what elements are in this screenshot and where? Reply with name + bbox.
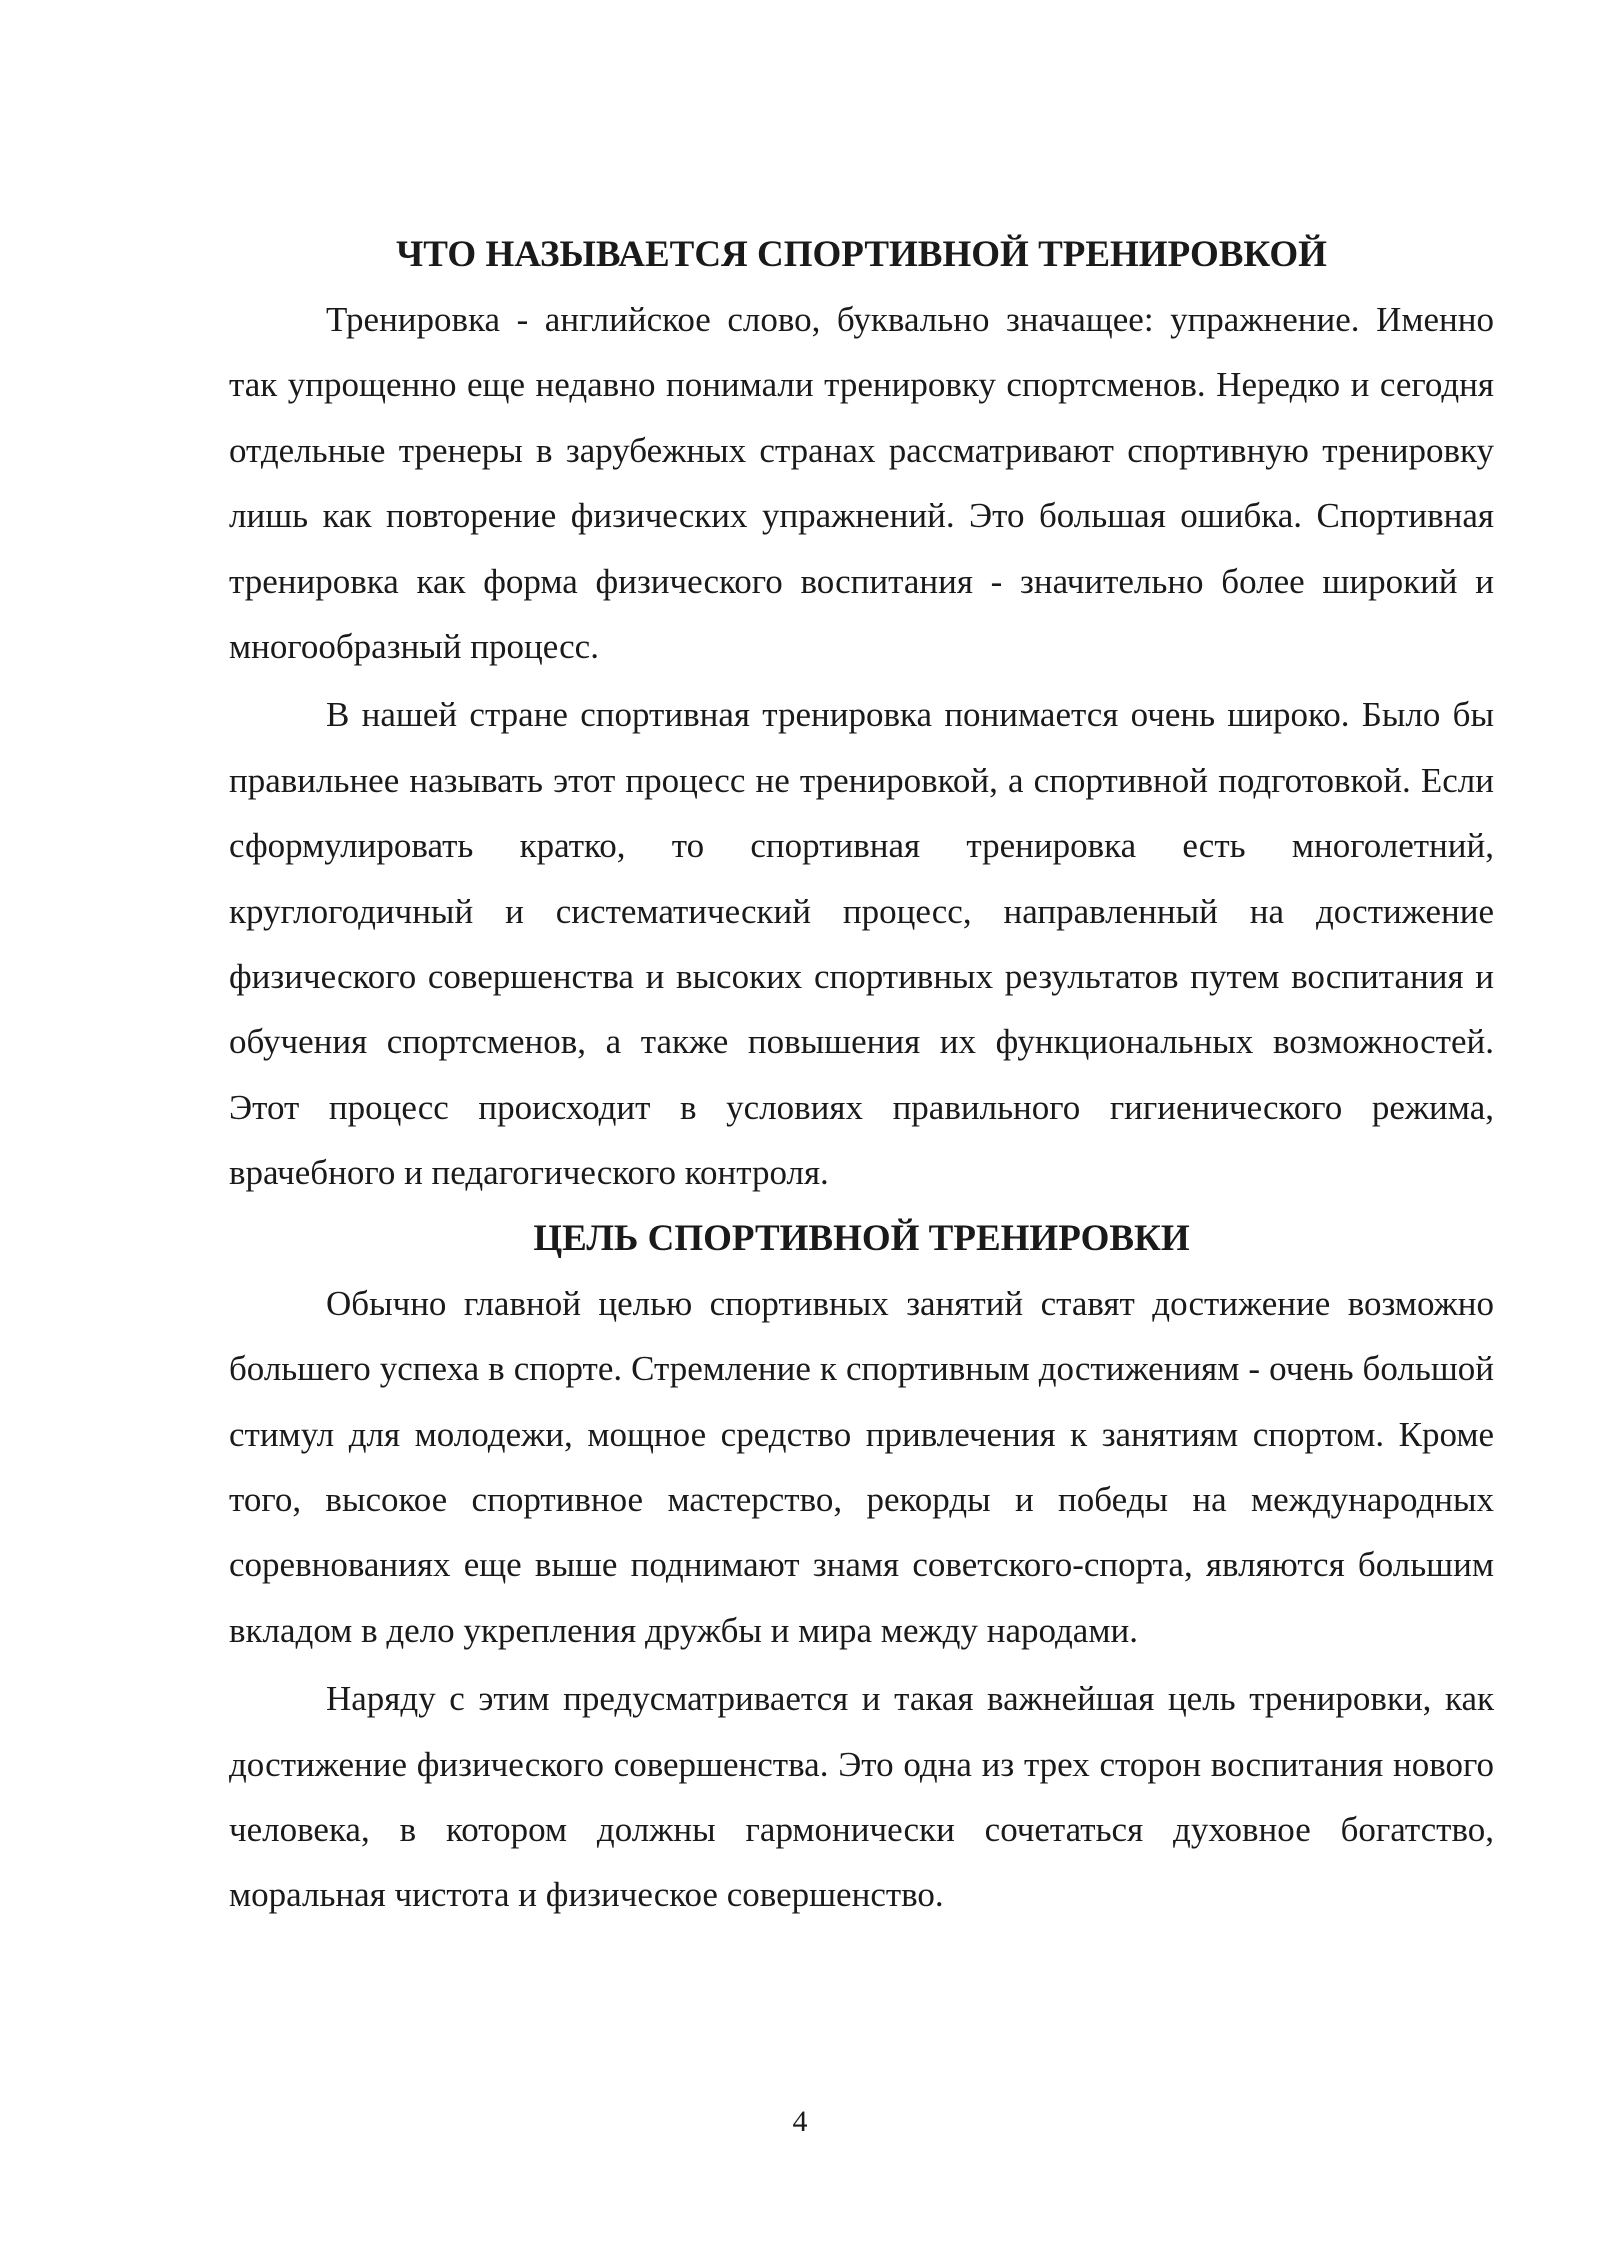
section-heading-what-is-training: ЧТО НАЗЫВАЕТСЯ СПОРТИВНОЙ ТРЕНИРОВКОЙ [396,234,1327,275]
page-number: 4 [792,2105,808,2138]
section-heading-training-goal: ЦЕЛЬ СПОРТИВНОЙ ТРЕНИРОВКИ [533,1217,1190,1259]
page-body [229,222,1494,1928]
paragraph-training-definition: Тренировка - английское слово, буквально значащее: упражнение. Именно так упрощенно еще недавно понимали тренировку спортсменов. Нередко и сегодня отдельные тренеры в зарубежных странах рассматривают спортивную тренировку лишь как повторение физических упражнений. Это большая ошибка. Спортивная тренировка как форма физического воспитания - значительно более широкий и многообразный процесс. [229,300,1494,667]
paragraph-main-goal: Обычно главной целью спортивных занятий ставят достижение возможно большего успеха в спорте. Стремление к спортивным достижениям - очень большой стимул для молодежи, мощное средство привлечения к занятиям спортом. Кроме того, высокое спортивное мастерство, рекорды и победы на международных соревнованиях еще выше поднимают знамя советского-спорта, являются большим вкладом в дело укрепления дружбы и мира между народами. [229,1283,1494,1650]
paragraph-training-in-our-country: В нашей стране спортивная тренировка понимается очень широко. Было бы правильнее называть этот процесс не тренировкой, а спортивной подготовкой. Если сформулировать кратко, то спортивная тренировка есть многолетний, круглогодичный и систематический процесс, направленный на достижение физического совершенства и высоких спортивных результатов путем воспитания и обучения спортсменов, а также повышения их функциональных возможностей. Этот процесс происходит в условиях правильного гигиенического режима, врачебного и педагогического контроля. [229,695,1494,1193]
paragraph-physical-perfection: Наряду с этим предусматривается и такая важнейшая цель тренировки, как достижение физического совершенства. Это одна из трех сторон воспитания нового человека, в котором должны гармонически сочетаться духовное богатство, моральная чистота и физическое совершенство. [229,1679,1494,1915]
